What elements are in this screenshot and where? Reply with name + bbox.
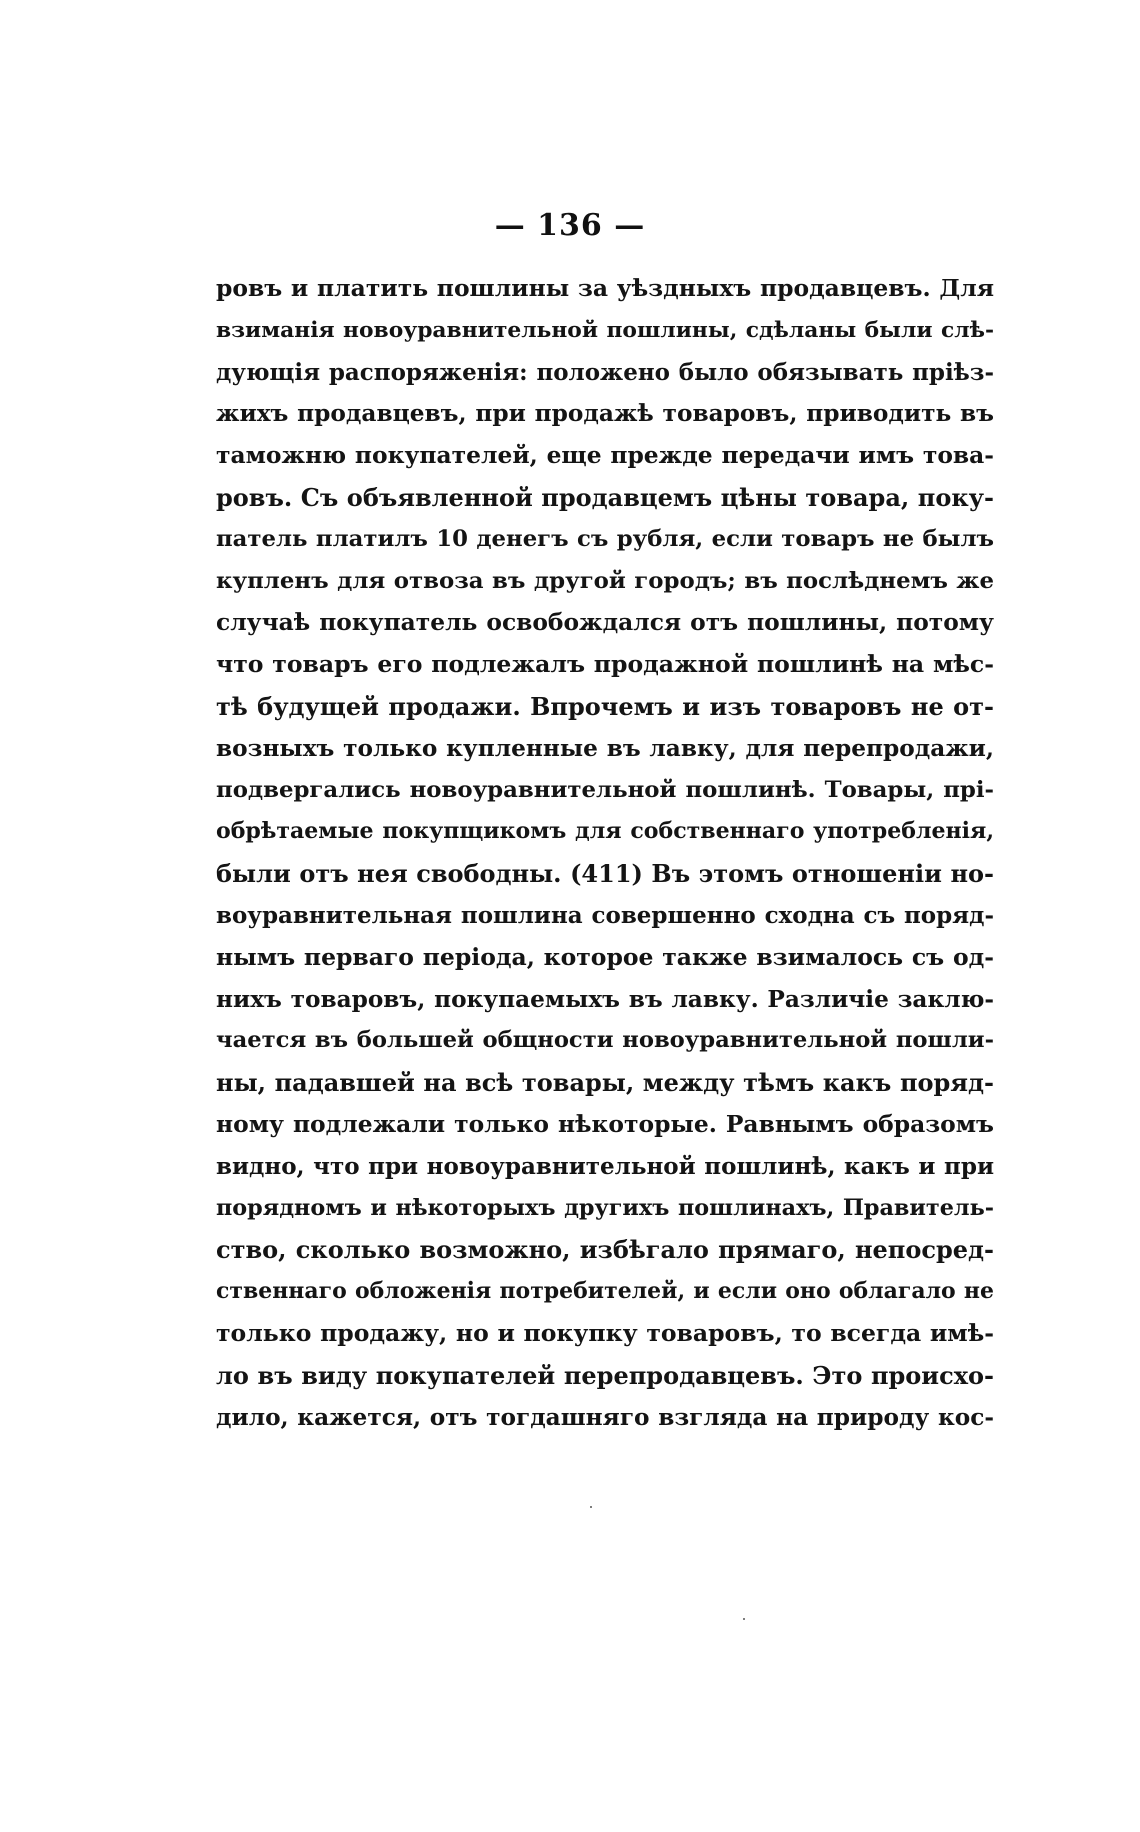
text-line: обрѣтаемые покупщикомъ для собственнаго употребленія, (216, 818, 994, 845)
text-line: купленъ для отвоза въ другой городъ; въ послѣднемъ же (216, 567, 994, 594)
text-line: дило, кажется, отъ тогдашняго взгляда на природу кос- (216, 1403, 994, 1431)
text-line: жихъ продавцевъ, при продажѣ товаровъ, приводить въ (216, 400, 994, 428)
text-line: случаѣ покупатель освобождался отъ пошлины, потому (216, 608, 994, 637)
text-line: порядномъ и нѣкоторыхъ другихъ пошлинахъ, Правитель- (216, 1194, 994, 1221)
text-line: нымъ перваго періода, которое также взималось съ од- (216, 942, 994, 971)
text-line: ло въ виду покупателей перепродавцевъ. Это происхо- (216, 1360, 994, 1390)
text-line: таможню покупателей, еще прежде передачи имъ това- (216, 441, 994, 470)
text-line: ственнаго обложенія потребителей, и если оно облагало не (216, 1278, 994, 1305)
text-line: дующія распоряженія: положено было обязывать пріѣз- (216, 358, 994, 386)
text-line: тѣ будущей продажи. Впрочемъ и изъ товаровъ не от- (216, 691, 994, 721)
text-line: нихъ товаровъ, покупаемыхъ въ лавку. Различіе заклю- (216, 985, 994, 1013)
text-line: были отъ нея свободны. (411) Въ этомъ отношеніи но- (216, 859, 994, 889)
page-number: — 136 — (494, 208, 646, 243)
text-line: воуравнительная пошлина совершенно сходна съ поряд- (216, 901, 994, 929)
text-line: ному подлежали только нѣкоторые. Равнымъ образомъ (216, 1109, 994, 1138)
text-line: чается въ большей общности новоуравнительной пошли- (216, 1027, 994, 1054)
scan-speck (743, 1618, 745, 1620)
text-line: ровъ. Съ объявленной продавцемъ цѣны товара, поку- (216, 482, 994, 512)
text-line: только продажу, но и покупку товаровъ, то всегда имѣ- (216, 1318, 994, 1347)
text-line: что товаръ его подлежалъ продажной пошлинѣ на мѣс- (216, 650, 994, 679)
text-line: видно, что при новоуравнительной пошлинѣ, какъ и при (216, 1152, 994, 1180)
scan-speck (590, 1506, 592, 1508)
text-line: взиманія новоуравнительной пошлины, сдѣланы были слѣ- (216, 317, 994, 343)
text-line: ство, сколько возможно, избѣгало прямаго, непосред- (216, 1235, 994, 1265)
text-line: возныхъ только купленные въ лавку, для перепродажи, (216, 734, 994, 762)
text-line: ны, падавшей на всѣ товары, между тѣмъ какъ поряд- (216, 1068, 994, 1098)
text-line: патель платилъ 10 денегъ съ рубля, если товаръ не былъ (216, 525, 994, 552)
body-text (216, 268, 994, 1438)
text-line: ровъ и платить пошлины за уѣздныхъ продавцевъ. Для (216, 274, 994, 302)
text-line: подвергались новоуравнительной пошлинѣ. Товары, прі- (216, 776, 994, 803)
